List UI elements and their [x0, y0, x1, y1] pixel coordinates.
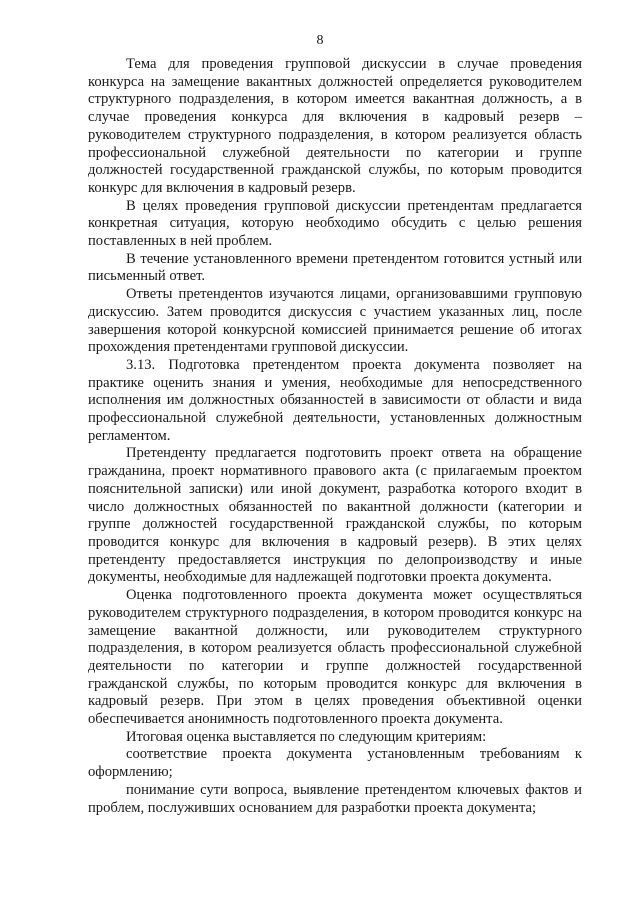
paragraph-5: 3.13. Подготовка претендентом проекта документа позволяет на практике оценить знания и умения, необходимые для непосредственного исполнения им должностных обязанностей в зависимости от области и вида профессиональной служебной деятельности, установленных должностным регламентом.: [88, 356, 582, 444]
paragraph-10: понимание сути вопроса, выявление претендентом ключевых фактов и проблем, послуживших основанием для разработки проекта документа;: [88, 781, 582, 816]
paragraph-3: В течение установленного времени претендентом готовится устный или письменный ответ.: [88, 250, 582, 285]
paragraph-7: Оценка подготовленного проекта документа может осуществляться руководителем структурного подразделения, в котором проводится конкурс на замещение вакантной должности, или руководителем структурного подразделения, в котором реализуется область профессиональной служебной деятельности по категории и группе должностей государственной гражданской службы, по которым проводится конкурс для включения в кадровый резерв. При этом в целях проведения объективной оценки обеспечивается анонимность подготовленного проекта документа.: [88, 587, 582, 728]
paragraph-2: В целях проведения групповой дискуссии претендентам предлагается конкретная ситуация, которую необходимо обсудить с целью решения поставленных в ней проблем.: [88, 197, 582, 250]
paragraph-4: Ответы претендентов изучаются лицами, организовавшими групповую дискуссию. Затем проводится дискуссия с участием указанных лиц, после завершения которой конкурсной комиссией принимается решение об итогах прохождения претендентами групповой дискуссии.: [88, 286, 582, 356]
document-body: [88, 56, 582, 817]
paragraph-9: соответствие проекта документа установленным требованиям к оформлению;: [88, 746, 582, 781]
paragraph-6: Претенденту предлагается подготовить проект ответа на обращение гражданина, проект нормативного правового акта (с прилагаемым проектом пояснительной записки) или иной документ, разработка которого входит в число должностных обязанностей по вакантной должности (категории и группе должностей государственной гражданской службы, по которым проводится конкурс для включения в кадровый резерв). В этих целях претенденту предоставляется инструкция по делопроизводству и иные документы, необходимые для надлежащей подготовки проекта документа.: [88, 445, 582, 586]
paragraph-1: Тема для проведения групповой дискуссии в случае проведения конкурса на замещение вакантных должностей определяется руководителем структурного подразделения, в котором имеется вакантная должность, а в случае проведения конкурса для включения в кадровый резерв – руководителем структурного подразделения, в котором реализуется область профессиональной служебной деятельности по категории и группе должностей государственной гражданской службы, по которым проводится конкурс для включения в кадровый резерв.: [88, 56, 582, 196]
paragraph-8: Итоговая оценка выставляется по следующим критериям:: [126, 728, 487, 745]
page-number: 8: [316, 33, 324, 48]
